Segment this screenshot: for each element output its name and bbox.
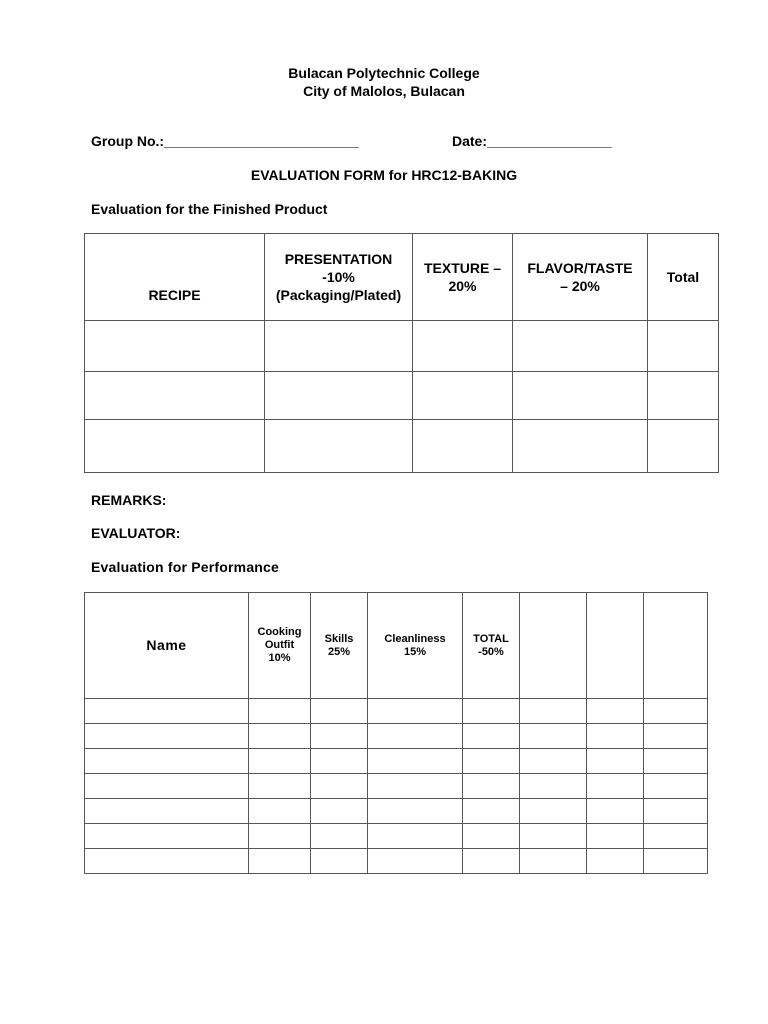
column-header-total [463, 593, 520, 699]
table-cell[interactable] [463, 724, 520, 749]
remarks-label: REMARKS: [91, 492, 167, 508]
table-cell[interactable] [311, 849, 368, 874]
table-cell[interactable] [463, 774, 520, 799]
table-cell[interactable] [85, 799, 249, 824]
table-row [85, 372, 719, 420]
total-line-2: -50% [478, 645, 504, 658]
column-header-recipe: RECIPE [85, 234, 265, 321]
institution-name: Bulacan Polytechnic College [288, 65, 480, 81]
table-cell[interactable] [587, 849, 644, 874]
table-cell[interactable] [463, 749, 520, 774]
table-cell[interactable] [513, 420, 648, 473]
table-row [85, 420, 719, 473]
table-cell[interactable] [513, 321, 648, 372]
table-cell[interactable] [520, 824, 587, 849]
table-cell[interactable] [513, 372, 648, 420]
table-row [85, 849, 708, 874]
column-header-texture [413, 234, 513, 321]
table-cell[interactable] [85, 321, 265, 372]
table-cell[interactable] [520, 849, 587, 874]
table-cell[interactable] [520, 724, 587, 749]
table-cell[interactable] [463, 849, 520, 874]
table-cell[interactable] [413, 372, 513, 420]
table-row [85, 724, 708, 749]
presentation-line-2: -10% [322, 269, 355, 285]
flavor-line-1: FLAVOR/TASTE [527, 260, 633, 276]
table-cell[interactable] [311, 799, 368, 824]
table-cell[interactable] [85, 420, 265, 473]
column-header-total: Total [648, 234, 719, 321]
column-header-blank-1 [520, 593, 587, 699]
table-cell[interactable] [311, 699, 368, 724]
table-cell[interactable] [413, 321, 513, 372]
table-cell[interactable] [644, 749, 708, 774]
table-row [85, 799, 708, 824]
table-cell[interactable] [85, 774, 249, 799]
table-cell[interactable] [520, 799, 587, 824]
table-cell[interactable] [520, 699, 587, 724]
table-cell[interactable] [644, 699, 708, 724]
table-cell[interactable] [644, 799, 708, 824]
table-cell[interactable] [648, 420, 719, 473]
table-cell[interactable] [368, 749, 463, 774]
table-cell[interactable] [587, 774, 644, 799]
table-row [85, 824, 708, 849]
date-field[interactable]: Date:________________ [452, 133, 612, 149]
table-cell[interactable] [85, 372, 265, 420]
table-row [85, 699, 708, 724]
table-row [85, 774, 708, 799]
performance-section-title: Evaluation for Performance [91, 559, 280, 575]
table-cell[interactable] [587, 749, 644, 774]
column-header-presentation [265, 234, 413, 321]
table-cell[interactable] [311, 724, 368, 749]
column-header-blank-3 [644, 593, 708, 699]
table-row [85, 321, 719, 372]
table-cell[interactable] [644, 774, 708, 799]
table-cell[interactable] [368, 774, 463, 799]
table-cell[interactable] [587, 824, 644, 849]
column-header-flavor [513, 234, 648, 321]
product-section-title: Evaluation for the Finished Product [91, 201, 328, 217]
table-cell[interactable] [463, 799, 520, 824]
table-cell[interactable] [249, 749, 311, 774]
table-cell[interactable] [265, 420, 413, 473]
table-cell[interactable] [85, 724, 249, 749]
cooking-line-1: Cooking [257, 626, 302, 638]
table-cell[interactable] [249, 699, 311, 724]
table-cell[interactable] [265, 321, 413, 372]
column-header-cooking-outfit [249, 593, 311, 699]
table-cell[interactable] [463, 824, 520, 849]
table-cell[interactable] [249, 724, 311, 749]
evaluator-label: EVALUATOR: [91, 525, 181, 541]
table-cell[interactable] [85, 824, 249, 849]
performance-table [84, 592, 708, 874]
table-cell[interactable] [644, 824, 708, 849]
table-cell[interactable] [520, 774, 587, 799]
table-cell[interactable] [311, 749, 368, 774]
texture-line-2: 20% [448, 278, 477, 294]
group-number-field[interactable]: Group No.:_________________________ [91, 133, 359, 149]
table-cell[interactable] [368, 699, 463, 724]
cooking-line-2: Outfit [264, 639, 295, 651]
table-cell[interactable] [648, 372, 719, 420]
column-header-name: Name [85, 593, 249, 699]
table-cell[interactable] [265, 372, 413, 420]
table-cell[interactable] [85, 849, 249, 874]
table-row [85, 749, 708, 774]
finished-product-table [84, 233, 719, 473]
table-cell[interactable] [368, 799, 463, 824]
table-cell[interactable] [368, 724, 463, 749]
table-cell[interactable] [311, 824, 368, 849]
table-header-row [85, 234, 719, 321]
column-header-blank-2 [587, 593, 644, 699]
table-cell[interactable] [85, 699, 249, 724]
table-cell[interactable] [648, 321, 719, 372]
total-line-1: TOTAL [473, 632, 509, 645]
cleanliness-line-1: Cleanliness [384, 632, 446, 645]
cooking-line-3: 10% [268, 652, 291, 664]
table-cell[interactable] [311, 774, 368, 799]
institution-location: City of Malolos, Bulacan [303, 83, 465, 99]
skills-line-1: Skills [324, 632, 354, 645]
flavor-line-2: – 20% [560, 278, 600, 294]
table-cell[interactable] [644, 724, 708, 749]
table-cell[interactable] [368, 849, 463, 874]
table-cell[interactable] [249, 849, 311, 874]
column-header-skills [311, 593, 368, 699]
table-cell[interactable] [463, 699, 520, 724]
table-cell[interactable] [85, 749, 249, 774]
form-title: EVALUATION FORM for HRC12-BAKING [250, 167, 518, 183]
texture-line-1: TEXTURE – [423, 260, 501, 276]
table-cell[interactable] [249, 824, 311, 849]
column-header-cleanliness [368, 593, 463, 699]
table-header-row [85, 593, 708, 699]
performance-table-body [85, 699, 708, 874]
presentation-line-1: PRESENTATION [284, 251, 393, 267]
table-cell[interactable] [644, 849, 708, 874]
table-cell[interactable] [587, 724, 644, 749]
table-cell[interactable] [413, 420, 513, 473]
table-cell[interactable] [587, 799, 644, 824]
skills-line-2: 25% [327, 645, 351, 658]
table-cell[interactable] [520, 749, 587, 774]
table-cell[interactable] [249, 799, 311, 824]
table-cell[interactable] [249, 774, 311, 799]
presentation-line-3: (Packaging/Plated) [275, 287, 402, 303]
cleanliness-line-2: 15% [403, 645, 427, 658]
table-cell[interactable] [368, 824, 463, 849]
table-cell[interactable] [587, 699, 644, 724]
